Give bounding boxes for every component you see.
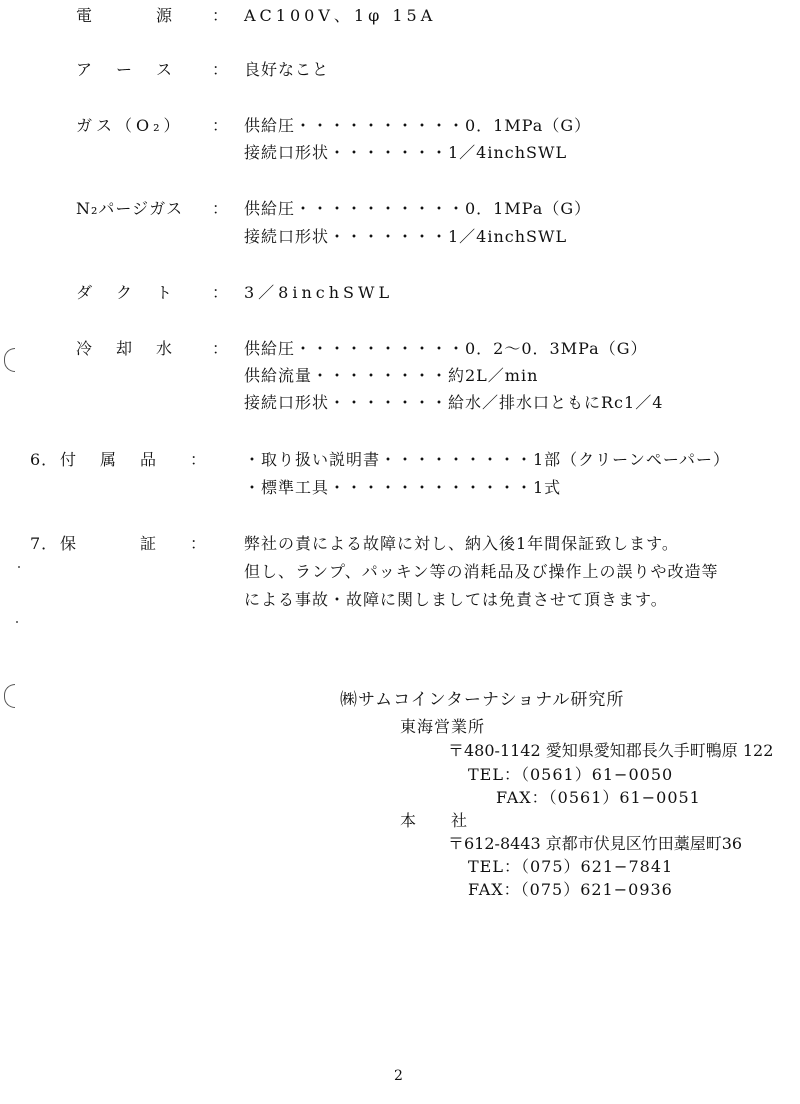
company-name: ㈱サムコインターナショナル研究所 <box>340 690 625 710</box>
branch-fax: FAX：（0561）61−0051 <box>496 788 701 807</box>
warranty-line: 弊社の責による故障に対し、納入後1年間保証致します。 <box>244 534 679 553</box>
earth-colon: ： <box>212 60 230 79</box>
n2-purge-colon: ： <box>212 199 230 218</box>
power-label: 電 源 <box>76 6 177 25</box>
warranty-label: 保 証 <box>60 534 161 553</box>
duct-colon: ： <box>212 283 230 302</box>
branch-tel: TEL：（0561）61−0050 <box>468 765 674 784</box>
cooling-water-flow: 供給流量・・・・・・・・約2L／min <box>244 366 539 385</box>
gas-o2-supply-pressure: 供給圧・・・・・・・・・・0．1MPa（G） <box>244 116 592 135</box>
warranty-number: 7． <box>30 534 59 553</box>
page-number: 2 <box>394 1068 404 1084</box>
gas-o2-colon: ： <box>212 116 230 135</box>
warranty-line: による事故・故障に関しましては免責させて頂きます。 <box>244 590 668 609</box>
punch-hole-mark <box>4 348 15 372</box>
warranty-line: 但し、ランプ、パッキン等の消耗品及び操作上の誤りや改造等 <box>244 562 719 581</box>
duct-label: ダ ク ト <box>76 283 177 302</box>
cooling-water-supply-pressure: 供給圧・・・・・・・・・・0．2〜0．3MPa（G） <box>244 339 648 358</box>
accessories-colon: ： <box>190 450 208 469</box>
head-office-tel: TEL：（075）621−7841 <box>468 857 674 876</box>
earth-value: 良好なこと <box>244 60 330 79</box>
warranty-colon: ： <box>190 534 208 553</box>
scan-speck <box>18 566 20 568</box>
punch-hole-mark <box>4 684 15 708</box>
power-colon: ： <box>212 6 230 25</box>
accessories-number: 6． <box>30 450 59 469</box>
branch-address: 〒480-1142 愛知県愛知郡長久手町鴨原 122 <box>448 741 774 760</box>
accessories-item: ・標準工具・・・・・・・・・・・・1式 <box>244 478 562 497</box>
earth-label: ア ー ス <box>76 60 177 79</box>
cooling-water-label: 冷 却 水 <box>76 339 177 358</box>
cooling-water-connection: 接続口形状・・・・・・・給水／排水口ともにRc1／4 <box>244 393 664 412</box>
n2-purge-connection: 接続口形状・・・・・・・1／4inchSWL <box>244 227 568 246</box>
head-office-fax: FAX：（075）621−0936 <box>468 880 673 899</box>
head-office-address: 〒612-8443 京都市伏見区竹田藁屋町36 <box>448 834 743 853</box>
accessories-label: 付 属 品 <box>60 450 161 469</box>
n2-purge-supply-pressure: 供給圧・・・・・・・・・・0．1MPa（G） <box>244 199 592 218</box>
gas-o2-label: ガス（O₂） <box>76 116 184 135</box>
n2-purge-label: N₂パージガス <box>76 199 184 218</box>
scan-speck <box>16 621 18 623</box>
power-value: AC100V、1φ 15A <box>244 6 437 25</box>
branch-name: 東海営業所 <box>400 717 486 736</box>
cooling-water-colon: ： <box>212 339 230 358</box>
accessories-item: ・取り扱い説明書・・・・・・・・・1部（クリーンペーパー） <box>244 450 731 469</box>
gas-o2-connection: 接続口形状・・・・・・・1／4inchSWL <box>244 143 568 162</box>
head-office-name: 本 社 <box>400 811 469 830</box>
duct-value: 3／8inchSWL <box>244 283 394 302</box>
